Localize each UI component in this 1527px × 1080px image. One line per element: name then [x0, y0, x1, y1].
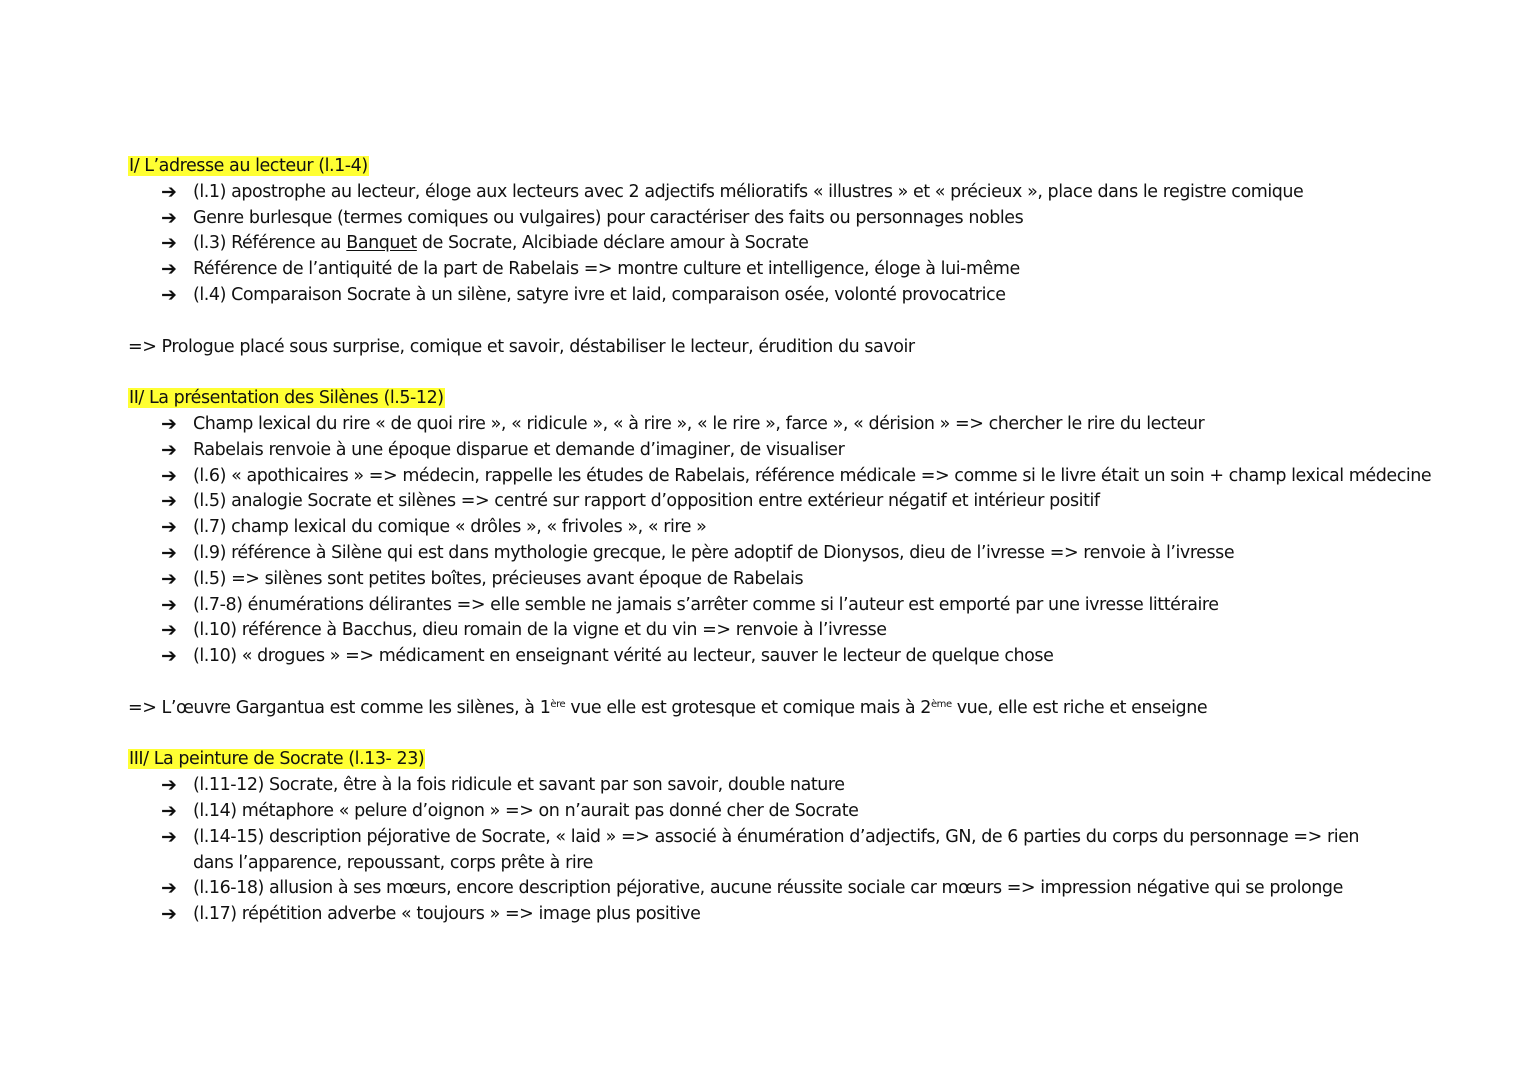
arrow-icon: ➔ [161, 825, 177, 848]
conclusion-text: vue, elle est riche et enseigne [951, 697, 1208, 718]
section-heading-2 [128, 386, 1508, 412]
arrow-icon: ➔ [161, 774, 177, 797]
spacer [128, 722, 1508, 748]
bullet-text: Référence de l’antiquité de la part de Rabelais => montre culture et intelligence, éloge à lui-même [193, 259, 1020, 280]
section-heading-1-text: I/ L’adresse au lecteur (l.1-4) [129, 156, 368, 176]
arrow-icon: ➔ [161, 438, 177, 461]
bullet-item [128, 644, 1508, 670]
arrow-icon: ➔ [161, 490, 177, 513]
bullet-item [128, 231, 1508, 257]
bullet-text: Champ lexical du rire « de quoi rire », « ridicule », « à rire », « le rire », farce », « dérision » => chercher le rire du lecteur [193, 413, 1205, 434]
bullet-item [128, 773, 1508, 799]
arrow-icon: ➔ [161, 593, 177, 616]
arrow-icon: ➔ [161, 619, 177, 642]
bullet-text: (l.6) « apothicaires » => médecin, rappelle les études de Rabelais, référence médicale => comme si le livre était un soin + champ lexical médecine [193, 465, 1432, 486]
arrow-icon: ➔ [161, 903, 177, 926]
arrow-icon: ➔ [161, 180, 177, 203]
bullet-item [128, 464, 1508, 490]
bullet-text: (l.1) apostrophe au lecteur, éloge aux lecteurs avec 2 adjectifs mélioratifs « illustres » et « précieux », place dans le registre comique [193, 181, 1304, 202]
arrow-icon: ➔ [161, 516, 177, 539]
bullet-text: Genre burlesque (termes comiques ou vulgaires) pour caractériser des faits ou personnages nobles [193, 207, 1024, 228]
section-conclusion-1: => Prologue placé sous surprise, comique et savoir, déstabiliser le lecteur, érudition du savoir [128, 336, 915, 357]
spacer [128, 309, 1508, 335]
superscript: ème [930, 698, 952, 710]
arrow-icon: ➔ [161, 232, 177, 255]
bullet-text: (l.7-8) énumérations délirantes => elle semble ne jamais s’arrêter comme si l’auteur est emporté par une ivresse littéraire [193, 594, 1219, 615]
bullet-text [193, 231, 1508, 257]
section-heading-3 [128, 747, 1508, 773]
arrow-icon: ➔ [161, 567, 177, 590]
bullet-item [128, 257, 1508, 283]
bullet-text: (l.5) analogie Socrate et silènes => centré sur rapport d’opposition entre extérieur négatif et intérieur positif [193, 491, 1100, 512]
bullet-text: (l.10) « drogues » => médicament en enseignant vérité au lecteur, sauver le lecteur de quelque chose [193, 646, 1054, 667]
bullet-item [128, 283, 1508, 309]
bullet-text: (l.17) répétition adverbe « toujours » => image plus positive [193, 904, 701, 925]
arrow-icon: ➔ [161, 258, 177, 281]
bullet-item [128, 412, 1508, 438]
spacer [128, 670, 1508, 696]
arrow-icon: ➔ [161, 206, 177, 229]
document-page [128, 154, 1508, 928]
arrow-icon: ➔ [161, 799, 177, 822]
bullet-item [128, 876, 1508, 902]
bullet-text: (l.9) référence à Silène qui est dans mythologie grecque, le père adoptif de Dionysos, dieu de l’ivresse => renvoie à l’ivresse [193, 542, 1235, 563]
bullet-text-post: de Socrate, Alcibiade déclare amour à Socrate [416, 233, 809, 254]
section-heading-3-text: III/ La peinture de Socrate (l.13- 23) [129, 749, 425, 770]
bullet-text: (l.16-18) allusion à ses mœurs, encore description péjorative, aucune réussite sociale car mœurs => impression négative qui se prolonge [193, 878, 1343, 899]
bullet-item [128, 593, 1508, 619]
bullet-text: Rabelais renvoie à une époque disparue et demande d’imaginer, de visualiser [193, 439, 845, 460]
conclusion-text: vue elle est grotesque et comique mais à 2 [565, 697, 931, 718]
conclusion-text: => L’œuvre Gargantua est comme les silènes, à 1 [128, 697, 551, 718]
superscript: ère [550, 698, 566, 710]
bullet-item [128, 438, 1508, 464]
bullet-text-pre: (l.3) Référence au [193, 233, 347, 254]
bullet-item [128, 799, 1508, 825]
bullet-text: (l.10) référence à Bacchus, dieu romain de la vigne et du vin => renvoie à l’ivresse [193, 620, 887, 641]
arrow-icon: ➔ [161, 541, 177, 564]
bullet-item [128, 825, 1508, 877]
bullet-item [128, 206, 1508, 232]
bullet-item [128, 618, 1508, 644]
bullet-item [128, 489, 1508, 515]
bullet-item [128, 541, 1508, 567]
arrow-icon: ➔ [161, 283, 177, 306]
arrow-icon: ➔ [161, 645, 177, 668]
bullet-item [128, 180, 1508, 206]
bullet-text: (l.11-12) Socrate, être à la fois ridicule et savant par son savoir, double nature [193, 775, 845, 796]
bullet-text: (l.14) métaphore « pelure d’oignon » => on n’aurait pas donné cher de Socrate [193, 800, 859, 821]
bullet-text: (l.4) Comparaison Socrate à un silène, satyre ivre et laid, comparaison osée, volonté provocatrice [193, 284, 1006, 305]
underlined-title: Banquet [346, 233, 417, 254]
section-conclusion-2 [128, 696, 1508, 722]
arrow-icon: ➔ [161, 464, 177, 487]
arrow-icon: ➔ [161, 877, 177, 900]
section-heading-1 [128, 154, 1508, 180]
bullet-item [128, 567, 1508, 593]
bullet-item [128, 515, 1508, 541]
arrow-icon: ➔ [161, 412, 177, 435]
bullet-text: (l.14-15) description péjorative de Socrate, « laid » => associé à énumération d’adjectifs, GN, de 6 parties du corps du personnage => rien dans l’apparence, repoussant, corps prête à rire [193, 826, 1360, 873]
spacer [128, 360, 1508, 386]
section-heading-2-text: II/ La présentation des Silènes (l.5-12) [129, 388, 444, 409]
bullet-item [128, 902, 1508, 928]
bullet-text: (l.7) champ lexical du comique « drôles », « frivoles », « rire » [193, 517, 707, 538]
bullet-text: (l.5) => silènes sont petites boîtes, précieuses avant époque de Rabelais [193, 568, 804, 589]
